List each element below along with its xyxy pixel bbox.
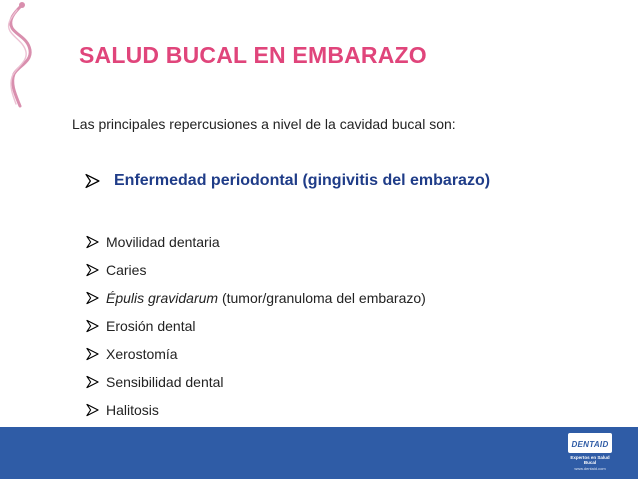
logo-badge: [568, 433, 611, 453]
arrow-bullet-icon: [86, 263, 99, 277]
dentaid-logo: [564, 433, 616, 471]
arrow-bullet-icon: [85, 173, 100, 189]
arrow-bullet-icon: [86, 319, 99, 333]
list-item: [86, 396, 426, 424]
arrow-bullet-icon: [86, 347, 99, 361]
list-item-italic-term: Épulis gravidarum: [106, 290, 219, 306]
list-item-text: Movilidad dentaria: [106, 234, 220, 250]
footer-bar: [0, 427, 638, 479]
list-item: [86, 284, 426, 312]
logo-tagline: Expertos en Salud Bucal: [570, 455, 610, 465]
arrow-bullet-icon: [86, 403, 99, 417]
list-item-text: Sensibilidad dental: [106, 374, 224, 390]
list-item-text: Erosión dental: [106, 318, 196, 334]
main-item-text: Enfermedad periodontal (gingivitis del embarazo): [114, 172, 491, 189]
arrow-bullet-icon: [86, 375, 99, 389]
list-item-text: [106, 290, 426, 306]
list-item: [86, 340, 426, 368]
logo-url: www.dentaid.com: [574, 466, 606, 471]
logo-wordmark: DENTAID: [571, 440, 609, 449]
list-item: [86, 312, 426, 340]
list-item-text: Caries: [106, 262, 147, 278]
list-item-rest: (tumor/granuloma del embarazo): [218, 290, 426, 306]
slide-title: SALUD BUCAL EN EMBARAZO: [79, 42, 427, 68]
intro-text: Las principales repercusiones a nivel de la cavidad bucal son:: [72, 116, 456, 132]
list-item: [86, 228, 426, 256]
list-item: [86, 368, 426, 396]
main-bullet-item: [85, 172, 490, 190]
list-item-text: Halitosis: [106, 402, 159, 418]
list-item-text: Xerostomía: [106, 346, 178, 362]
pregnant-silhouette-decoration: [0, 0, 50, 110]
list-item: [86, 256, 426, 284]
arrow-bullet-icon: [86, 235, 99, 249]
repercussions-list: [86, 228, 426, 424]
arrow-bullet-icon: [86, 291, 99, 305]
